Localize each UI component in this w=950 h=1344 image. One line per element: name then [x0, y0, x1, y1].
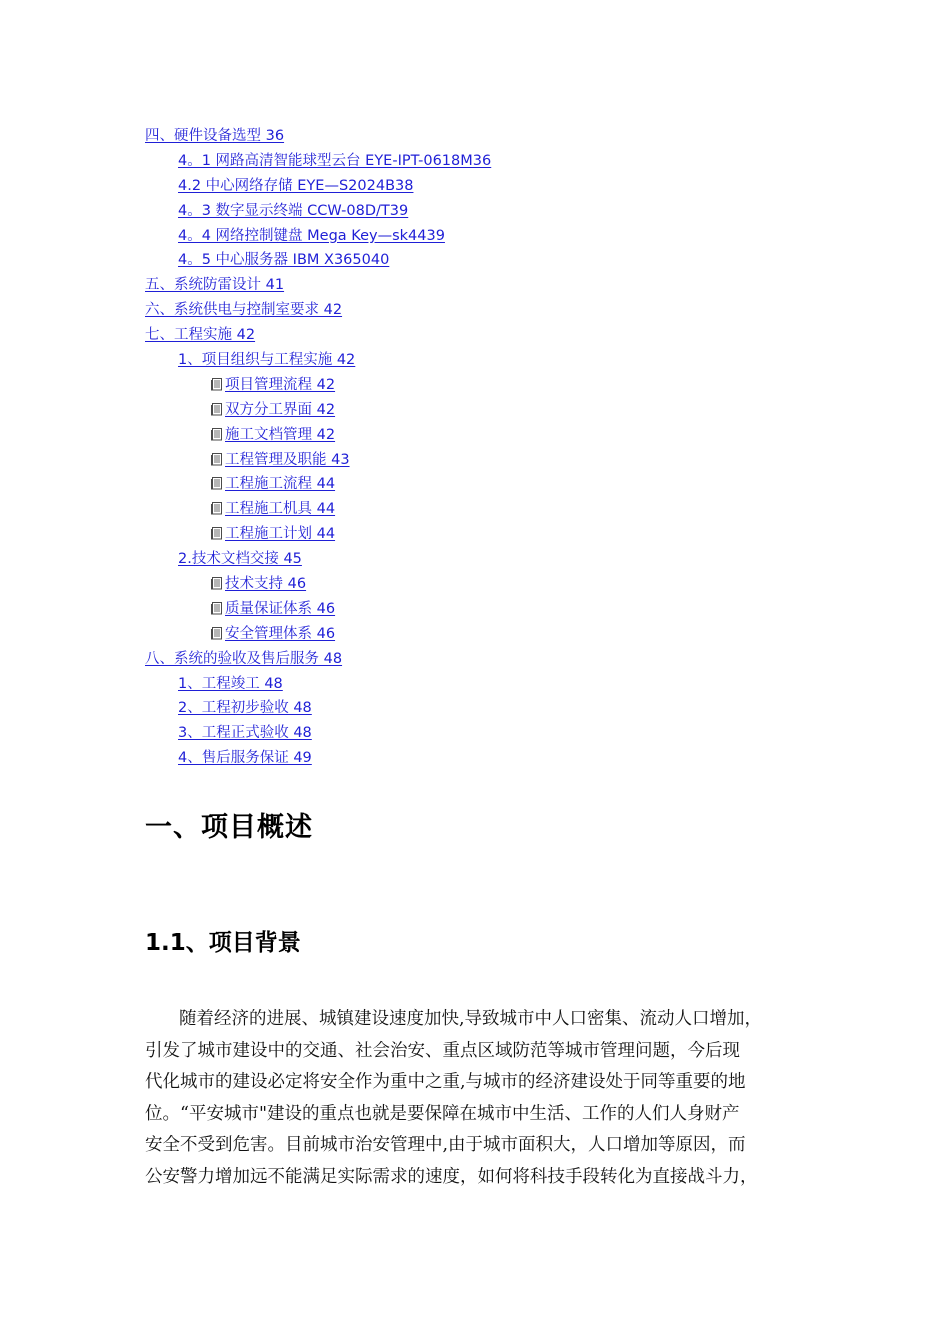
document-icon [211, 577, 223, 590]
toc-entry [145, 547, 845, 572]
toc-entry [145, 622, 845, 647]
toc-entry [145, 298, 845, 323]
toc-link[interactable] [211, 427, 335, 443]
document-icon [211, 453, 223, 466]
toc-link[interactable] [178, 750, 312, 766]
toc-link[interactable] [211, 452, 350, 468]
toc-entry [145, 696, 845, 721]
document-icon [211, 477, 223, 490]
toc-entry-label: 工程施工计划 44 [225, 526, 336, 543]
toc-link[interactable] [178, 228, 445, 244]
toc-entry [145, 348, 845, 373]
body-line: 公安警力增加远不能满足实际需求的速度，如何将科技手段转化为直接战斗力， [145, 1166, 758, 1187]
body-line: 安全不受到危害。目前城市治安管理中,由于城市面积大，人口增加等原因，而 [145, 1135, 746, 1155]
toc-entry-label: 2.技术文档交接 45 [178, 551, 302, 568]
toc-entry-label: 七、工程实施 42 [145, 327, 256, 344]
toc-link[interactable] [178, 725, 312, 741]
toc-entry-label: 工程施工机具 44 [225, 501, 336, 518]
toc-entry-label: 五、系统防雷设计 41 [145, 277, 285, 294]
document-icon [211, 428, 223, 441]
toc-entry [145, 248, 845, 273]
toc-link[interactable] [178, 252, 389, 268]
subsection-heading: 1.1、项目背景 [145, 930, 301, 956]
toc-entry [145, 199, 845, 224]
toc-entry-label: 施工文档管理 42 [225, 426, 336, 443]
toc-entry-label: 工程管理及职能 43 [225, 451, 350, 468]
body-line: 位。“平安城市"建设的重点也就是要保障在城市中生活、工作的人们人身财产 [145, 1103, 740, 1124]
toc-link[interactable] [211, 501, 335, 517]
toc-link[interactable] [145, 651, 342, 667]
toc-link[interactable] [178, 352, 355, 368]
toc-link[interactable] [211, 626, 335, 642]
toc-entry [145, 323, 845, 348]
toc-entry [145, 224, 845, 249]
toc-link[interactable] [178, 178, 413, 194]
toc-entry-label: 六、系统供电与控制室要求 42 [145, 302, 343, 319]
toc-entry [145, 672, 845, 697]
toc-entry-label: 3、工程正式验收 48 [178, 725, 312, 742]
document-icon [211, 627, 223, 640]
toc-entry-label: 4。3 数字显示终端 CCW-08D/T39 [178, 202, 409, 219]
toc-entry-label: 质量保证体系 46 [225, 600, 336, 617]
toc-link[interactable] [178, 153, 491, 169]
toc-entry [145, 497, 845, 522]
toc-entry [145, 647, 845, 672]
body-paragraph [145, 1004, 825, 1193]
document-icon [211, 602, 223, 615]
table-of-contents [145, 124, 845, 771]
toc-entry-label: 1、工程竣工 48 [178, 675, 283, 692]
toc-link[interactable] [145, 327, 255, 343]
toc-entry-label: 1、项目组织与工程实施 42 [178, 352, 356, 369]
toc-entry [145, 597, 845, 622]
toc-entry-label: 4、售后服务保证 49 [178, 750, 312, 767]
toc-entry [145, 423, 845, 448]
toc-link[interactable] [178, 700, 312, 716]
toc-entry-label: 四、硬件设备选型 36 [145, 128, 285, 144]
toc-entry [145, 273, 845, 298]
toc-entry [145, 472, 845, 497]
toc-entry [145, 572, 845, 597]
toc-entry-label: 4。5 中心服务器 IBM X365040 [178, 252, 390, 269]
toc-link[interactable] [211, 526, 335, 542]
body-line: 代化城市的建设必定将安全作为重中之重,与城市的经济建设处于同等重要的地 [145, 1072, 746, 1092]
toc-link[interactable] [178, 203, 408, 219]
toc-link[interactable] [178, 676, 283, 692]
document-icon [211, 527, 223, 540]
toc-entry-label: 技术支持 46 [225, 576, 307, 593]
toc-entry-label: 八、系统的验收及售后服务 48 [145, 650, 343, 667]
toc-entry-label: 安全管理体系 46 [225, 625, 336, 642]
toc-entry-label: 4。4 网络控制键盘 Mega Key—sk4439 [178, 227, 445, 244]
toc-link[interactable] [145, 302, 342, 318]
toc-entry [145, 522, 845, 547]
document-icon [211, 502, 223, 515]
toc-link[interactable] [211, 576, 306, 592]
toc-link[interactable] [178, 551, 302, 567]
toc-link[interactable] [145, 277, 284, 293]
toc-link[interactable] [211, 402, 335, 418]
toc-link[interactable] [211, 377, 335, 393]
body-line: 随着经济的进展、城镇建设速度加快,导致城市中人口密集、流动人口增加， [179, 1009, 763, 1029]
toc-entry-label: 项目管理流程 42 [225, 376, 336, 393]
body-line: 引发了城市建设中的交通、社会治安、重点区域防范等城市管理问题，今后现 [145, 1040, 740, 1061]
toc-entry-label: 双方分工界面 42 [225, 401, 336, 418]
document-icon [211, 378, 223, 391]
toc-entry-label: 工程施工流程 44 [225, 476, 336, 493]
toc-entry [145, 448, 845, 473]
toc-link[interactable] [145, 128, 284, 144]
document-icon [211, 403, 223, 416]
toc-entry [145, 373, 845, 398]
toc-link[interactable] [211, 476, 335, 492]
toc-entry-label: 4。1 网路高清智能球型云台 EYE-IPT-0618M36 [178, 152, 492, 169]
toc-entry [145, 174, 845, 199]
toc-entry [145, 721, 845, 746]
toc-entry [145, 124, 845, 149]
toc-link[interactable] [211, 601, 335, 617]
section-heading: 一、项目概述 [145, 812, 313, 843]
toc-entry-label: 4.2 中心网络存储 EYE—S2024B38 [178, 177, 414, 194]
toc-entry [145, 149, 845, 174]
toc-entry [145, 746, 845, 771]
toc-entry [145, 398, 845, 423]
toc-entry-label: 2、工程初步验收 48 [178, 700, 312, 717]
